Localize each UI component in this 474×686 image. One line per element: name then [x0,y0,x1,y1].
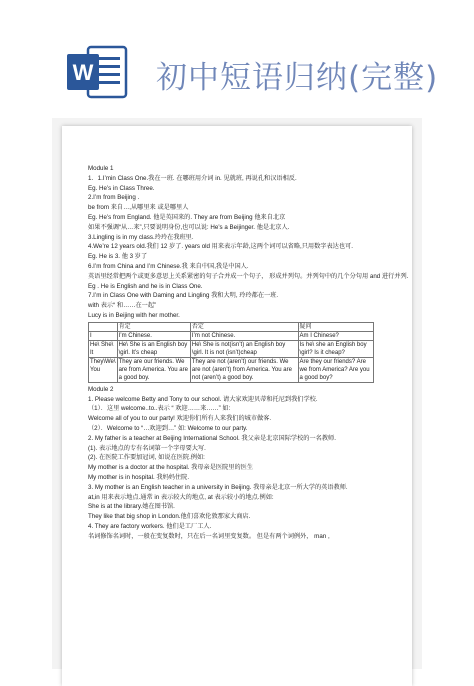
doc-line: Eg. He’s in Class Three. [88,184,155,192]
table-cell: They are our friends. We are from America. You are a good boy. [117,357,190,382]
svg-text:W: W [72,60,94,85]
doc-line: （1）．这里 welcome..to..表示 “ 欢迎……来……” 如: [88,405,231,413]
doc-line: with 表示“ 和……在一起” [88,302,157,310]
table-cell: Is he\ she an English boy \girl? Is it cheap? [298,340,373,357]
doc-line: 2. My father is a teacher at Beijing International School. 我父亲是北京国际学校的一名教师. [88,434,336,442]
table-header-cell: 肯定 [117,322,190,331]
document-title: 初中短语归纳(完整) [156,60,439,96]
table-header-row [89,322,374,331]
doc-line: 4.We’re 12 years old.我们 12 岁了. years old 用来表示年龄,这两个词可以省略,只用数字表达也可. [88,243,353,251]
table-cell: He\ She is an English boy \girl. It’s cheap [117,340,190,357]
doc-line: Eg . He is English and he is in Class One. [88,282,203,290]
grammar-table [88,322,374,383]
document-body [88,164,409,542]
doc-line: 英语里经常把两个或更多意思上关系紧密的句子合并成一个句子， 形成并列句。并列句中的几个分句用 and 进行并列. [88,272,409,280]
table-cell: He\ She is not(isn’t) an English boy \girl. It is not (isn’t)cheap [190,340,298,357]
doc-line: My mother is a doctor at the hospital. 我母亲是医院里的医生 [88,464,254,472]
table-header-cell: 疑问 [298,322,373,331]
table-header-cell [89,322,118,331]
doc-line: They like that big shop in London.他们喜欢伦敦那家大商店. [88,513,251,521]
doc-line: Lucy is in Beijing with her mother. [88,311,180,319]
document-page [62,126,412,686]
doc-line: 名词修饰名词时，一般在变复数时，只在后一名词里变复数。 但是有两个词例外， man , [88,532,330,540]
doc-line: My mother is in hospital. 我妈妈住院. [88,473,190,481]
doc-line: 3.Lingling is in my class.玲玲在我班里. [88,233,194,241]
doc-line: Module 2 [88,385,114,393]
doc-line: She is at the library.她在图书馆. [88,503,175,511]
doc-line: 2.I’m from Beijing . [88,194,140,202]
table-cell: He\ She\ It [89,340,118,357]
doc-line: 7.I’m in Class One with Daming and Lingling 我和大明, 玲玲都在一班. [88,292,279,300]
table-row [89,340,374,357]
doc-line: （2）．Welcome to “…欢迎到…” 如: Welcome to our party. [88,424,248,432]
doc-line: Eg. He’s from England. 他是英国来的. They are from Beijing 他来自北京 [88,213,286,221]
doc-line: 如果不强调“从…来”,只要说明身份,也可以说: He’s a Beijinger. 他是北京人. [88,223,290,231]
doc-line: 3. My mother is an English teacher in a university in Beijing. 我母亲是北京一所大学的英语教师. [88,483,348,491]
table-row [89,357,374,382]
doc-line: Eg. He is 3. 他 3 岁了 [88,253,148,261]
doc-line: at,in 用来表示地点.通常 in 表示较大的地点, at 表示较小的地点.例如: [88,493,274,501]
table-row [89,331,374,340]
table-cell: Am I Chinese? [298,331,373,340]
table-cell: I [89,331,118,340]
table-header-cell: 否定 [190,322,298,331]
header-banner [0,0,474,110]
doc-line: Welcome all of you to our party! 欢迎你们所有人来我们的城市做客. [88,415,272,423]
table-cell: Are they our friends? Are we from America? Are you a good boy? [298,357,373,382]
table-cell: They\We\ You [89,357,118,382]
table-cell: I’m not Chinese. [190,331,298,340]
word-document-icon [66,44,128,100]
doc-line: be from 来自…,从哪里来 或是哪里人 [88,204,189,212]
doc-line: 1. Please welcome Betty and Tony to our school. 请大家欢迎贝蒂和托尼到我们学校. [88,395,318,403]
doc-line: Module 1 [88,165,114,172]
table-cell: They are not (aren’t) our friends. We are not (aren’t) from America. You are not (aren’t) a good boy. [190,357,298,382]
doc-line: (1). 表示地点的专有名词第一个字母要大写. [88,444,206,452]
doc-line: 6.I’m from China and I’m Chinese.我 来自中国,我是中国人. [88,262,249,270]
doc-line: 1．1.I’min Class One.我在一班. 在哪班用介词 in. 见就班, 再说孔和汉语相反. [88,174,297,182]
document-preview-area [52,118,422,669]
doc-line: (2). 在医院工作要加冠词, 如说在医院.例如: [88,454,205,462]
doc-line: 4. They are factory workers. 他们是工厂工人. [88,522,212,530]
table-cell: I’m Chinese. [117,331,190,340]
